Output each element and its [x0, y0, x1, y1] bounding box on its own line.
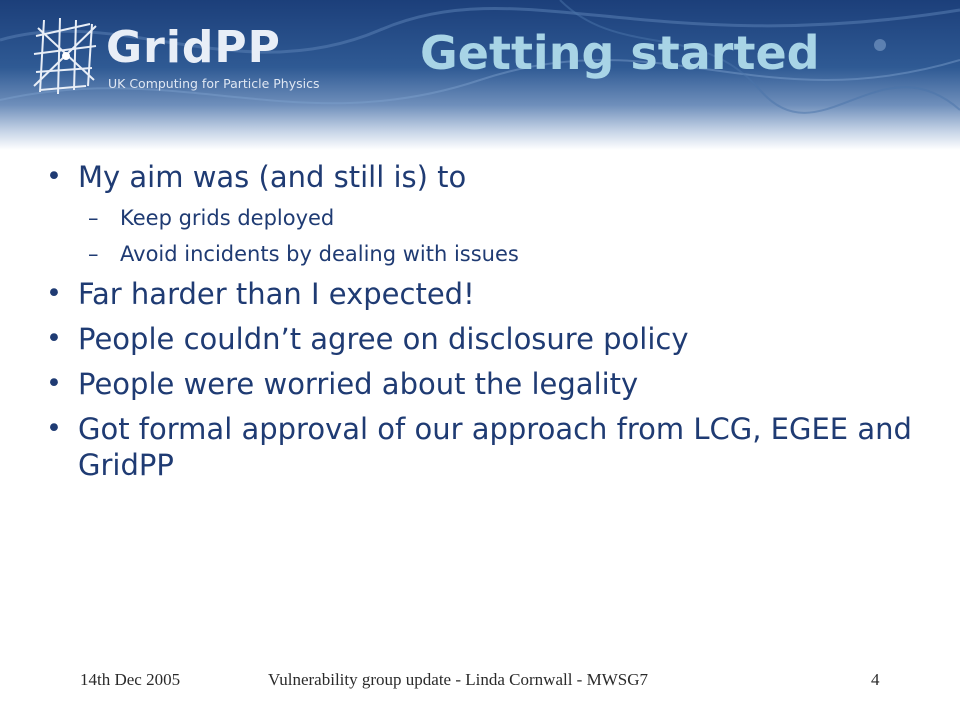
sub-bullet-item [44, 205, 924, 231]
dash-icon: – [88, 242, 99, 266]
logo-wordmark: GridPP [106, 22, 281, 73]
gridpp-logo [30, 16, 320, 102]
bullet-item [44, 366, 924, 402]
bullet-text: Got formal approval of our approach from LCG, EGEE and GridPP [78, 412, 912, 482]
slide-title: Getting started [420, 26, 820, 80]
bullet-icon: • [46, 278, 62, 309]
bullet-item [44, 159, 924, 195]
bullet-icon: • [46, 368, 62, 399]
bullet-text: My aim was (and still is) to [78, 160, 467, 194]
slide-body [44, 150, 924, 483]
bullet-icon: • [46, 413, 62, 444]
bullet-item [44, 321, 924, 357]
bullet-text: People were worried about the legality [78, 367, 639, 401]
bullet-text: People couldn’t agree on disclosure policy [78, 322, 689, 356]
footer-date: 14th Dec 2005 [80, 670, 181, 689]
bullet-icon: • [46, 323, 62, 354]
bullet-item [44, 411, 924, 483]
sub-bullet-text: Avoid incidents by dealing with issues [120, 242, 519, 266]
bullet-item [44, 276, 924, 312]
dash-icon: – [88, 206, 99, 230]
bullet-icon: • [46, 161, 62, 192]
header-banner [0, 0, 960, 150]
footer-presentation-info: Vulnerability group update - Linda Cornwall - MWSG7 [268, 670, 648, 689]
logo-tagline: UK Computing for Particle Physics [108, 76, 320, 91]
sub-bullet-item [44, 241, 924, 267]
bullet-text: Far harder than I expected! [78, 277, 475, 311]
slide-number: 4 [871, 670, 880, 689]
gridpp-mark-icon [30, 16, 102, 96]
sub-bullet-text: Keep grids deployed [120, 206, 335, 230]
